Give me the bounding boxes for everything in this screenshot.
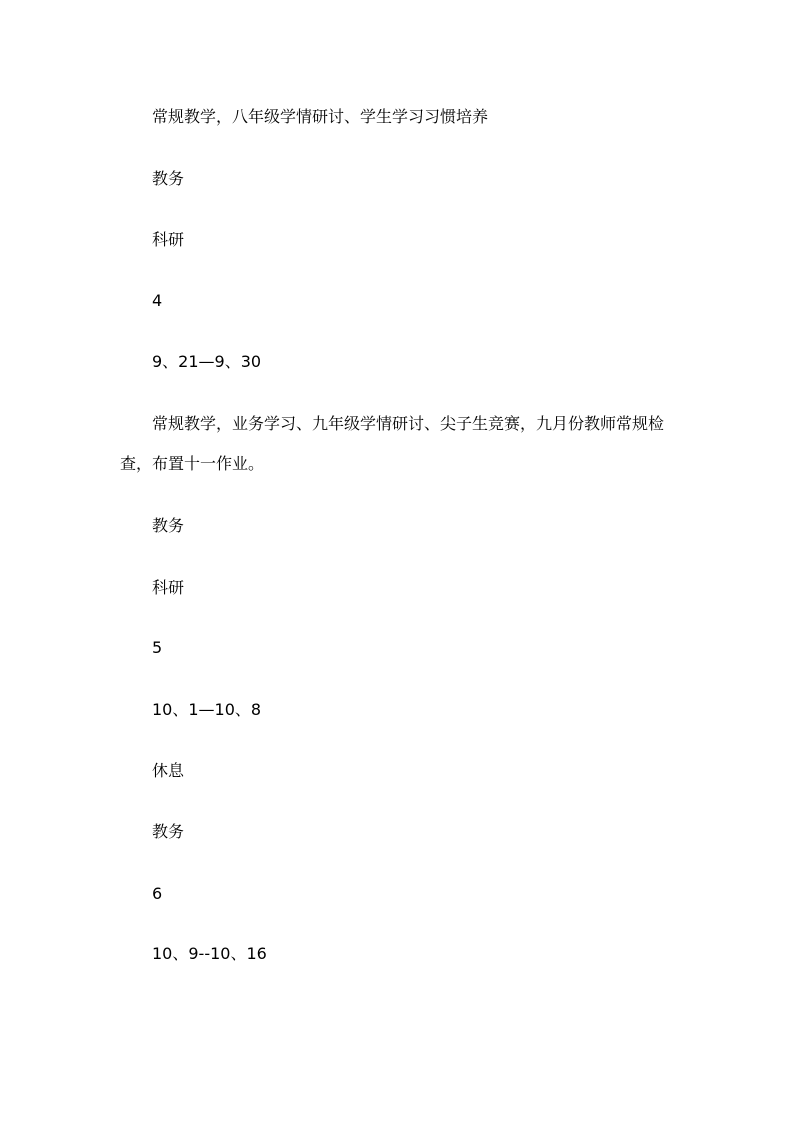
paragraph-week-number: 6 [152,884,163,903]
paragraph-week-number: 4 [152,291,163,310]
paragraph-dept-jiaowu: 教务 [152,822,185,841]
paragraph-activity-week4: 常规教学，业务学习、九年级学情研讨、尖子生竞赛，九月份教师常规检查，布置十一作业。 [120,414,665,473]
paragraph-dept-jiaowu: 教务 [152,516,185,535]
paragraph-activity-week5: 休息 [152,761,185,780]
paragraph-date-range: 10、1—10、8 [152,700,262,719]
paragraph-activity-week3: 常规教学，八年级学情研讨、学生学习习惯培养 [152,107,489,126]
paragraph-date-range: 10、9--10、16 [152,944,267,963]
paragraph-dept-jiaowu: 教务 [152,169,185,188]
paragraph-dept-keyan: 科研 [152,578,185,597]
paragraph-dept-keyan: 科研 [152,230,185,249]
paragraph-week-number: 5 [152,638,163,657]
paragraph-date-range: 9、21—9、30 [152,352,262,371]
